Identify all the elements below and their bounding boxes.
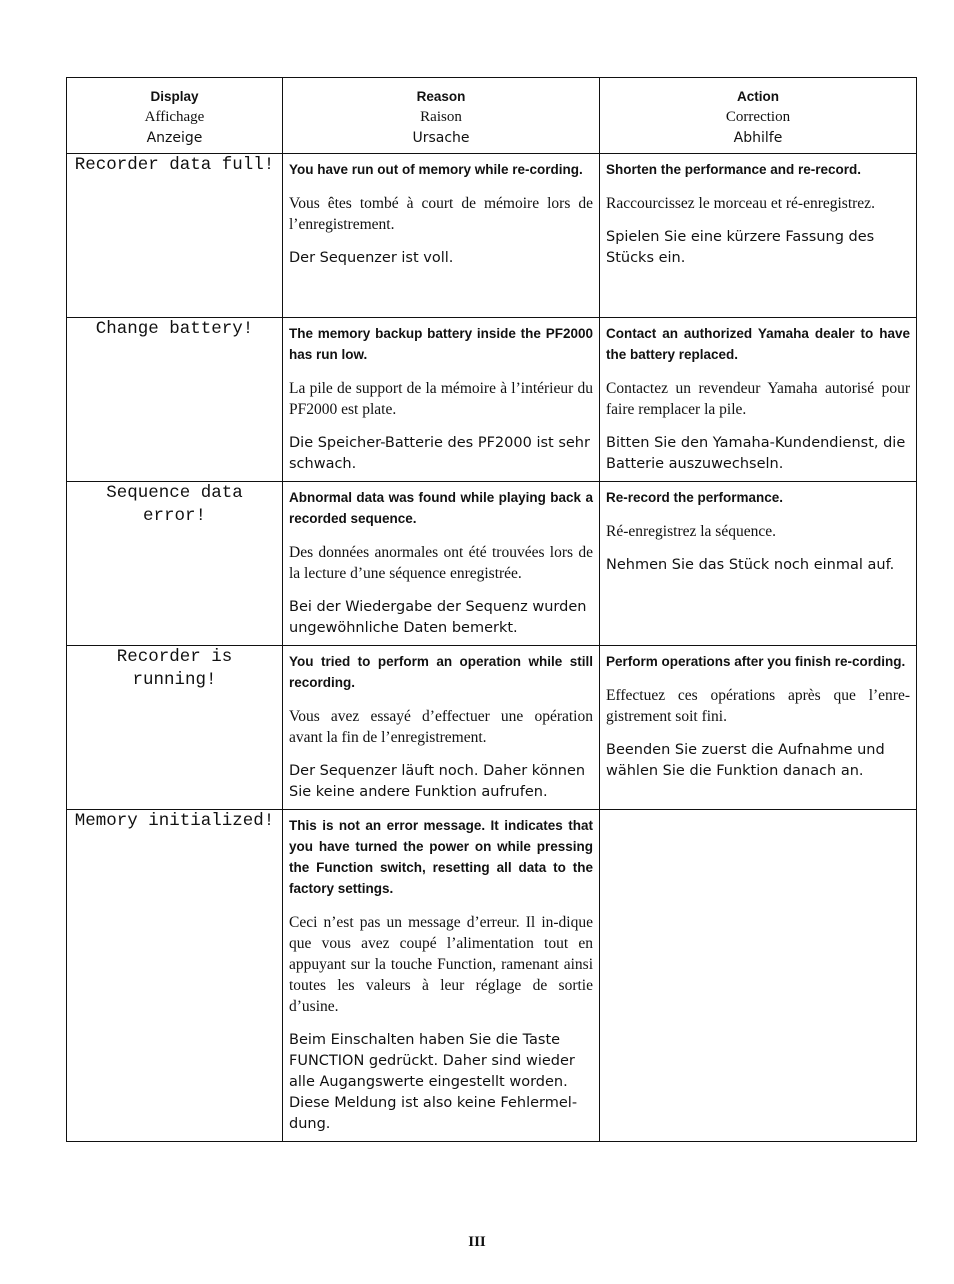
page-number: III — [468, 1234, 486, 1250]
reason-fr: La pile de support de la mémoire à l’intérieur du PF2000 est plate. — [289, 380, 593, 418]
action-de: Nehmen Sie das Stück noch einmal auf. — [606, 557, 895, 573]
table-header-row — [67, 78, 917, 154]
table-row — [67, 646, 917, 810]
action-en: Perform operations after you finish re-cording. — [606, 654, 906, 669]
action-de: Beenden Sie zuerst die Aufnahme und wählen Sie die Funktion danach an. — [606, 742, 885, 779]
action-fr: Effectuez ces opérations après que l’enre-gistrement soit fini. — [606, 687, 910, 725]
action-cell — [600, 646, 917, 810]
reason-en: The memory backup battery inside the PF2000 has run low. — [289, 326, 593, 362]
action-cell — [600, 154, 917, 318]
reason-de: Bei der Wiedergabe der Sequenz wurden ungewöhnliche Daten bemerkt. — [289, 599, 587, 636]
action-en: Shorten the performance and re-record. — [606, 162, 862, 177]
reason-en: Abnormal data was found while playing back a recorded sequence. — [289, 490, 593, 526]
reason-fr: Vous avez essayé d’effectuer une opération avant la fin de l’enregistrement. — [289, 708, 593, 746]
display-message: Change battery! — [67, 318, 283, 482]
reason-de: Die Speicher-Batterie des PF2000 ist sehr schwach. — [289, 435, 590, 472]
reason-fr: Des données anormales ont été trouvées lors de la lecture d’une séquence enregistrée. — [289, 544, 593, 582]
header-action-fr: Correction — [725, 109, 791, 125]
display-message-text: Sequence data error! — [106, 483, 243, 526]
action-fr: Ré-enregistrez la séquence. — [606, 523, 776, 540]
reason-en: This is not an error message. It indicates that you have turned the power on while pressing the Function switch, resetting all data to the factory settings. — [289, 818, 593, 896]
action-cell — [600, 318, 917, 482]
reason-de: Beim Einschalten haben Sie die Taste FUNCTION gedrückt. Daher sind wieder alle Augangswerte eingestellt worden. Diese Meldung ist also keine Fehlermel-dung. — [289, 1032, 578, 1132]
reason-de: Der Sequenzer läuft noch. Daher können Sie keine andere Funktion aufrufen. — [289, 763, 586, 800]
reason-cell — [283, 154, 600, 318]
action-de: Bitten Sie den Yamaha-Kundendienst, die Batterie auszuwechseln. — [606, 435, 906, 472]
display-message: Memory initialized! — [67, 810, 283, 1142]
reason-de: Der Sequenzer ist voll. — [289, 250, 454, 266]
action-fr: Raccourcissez le morceau et ré-enregistrez. — [606, 195, 875, 212]
action-cell — [600, 482, 917, 646]
action-en: Re-record the performance. — [606, 490, 784, 505]
action-en: Contact an authorized Yamaha dealer to have the battery replaced. — [606, 326, 910, 362]
table-row — [67, 154, 917, 318]
header-reason — [283, 78, 600, 154]
table-row — [67, 810, 917, 1142]
display-message — [67, 482, 283, 646]
action-cell — [600, 810, 917, 1142]
reason-cell — [283, 646, 600, 810]
display-message — [67, 646, 283, 810]
header-action-en: Action — [737, 89, 779, 104]
header-display — [67, 78, 283, 154]
reason-fr: Ceci n’est pas un message d’erreur. Il in-dique que vous avez coupé l’alimentation tout en appuyant sur la touche Function, ramenant ainsi toutes les valeurs à leur réglage de sortie d’usine. — [289, 914, 593, 1015]
header-action-de: Abhilfe — [733, 130, 783, 146]
header-reason-fr: Raison — [420, 109, 462, 125]
reason-fr: Vous êtes tombé à court de mémoire lors de l’enregistrement. — [289, 195, 593, 233]
message-table — [66, 77, 917, 1142]
action-fr: Contactez un revendeur Yamaha autorisé pour faire remplacer la pile. — [606, 380, 910, 418]
reason-en: You tried to perform an operation while still recording. — [289, 654, 593, 690]
display-message: Recorder data full! — [67, 154, 283, 318]
header-display-fr: Affichage — [144, 109, 205, 125]
header-reason-de: Ursache — [412, 130, 470, 146]
header-reason-en: Reason — [416, 89, 466, 104]
header-display-en: Display — [150, 89, 199, 104]
reason-cell — [283, 810, 600, 1142]
reason-cell — [283, 482, 600, 646]
header-display-de: Anzeige — [146, 130, 203, 146]
display-message-text: Recorder is running! — [116, 647, 233, 690]
header-action — [600, 78, 917, 154]
reason-cell — [283, 318, 600, 482]
table-row — [67, 482, 917, 646]
action-de: Spielen Sie eine kürzere Fassung des Stücks ein. — [606, 229, 875, 266]
table-row — [67, 318, 917, 482]
reason-en: You have run out of memory while re-cording. — [289, 162, 583, 177]
